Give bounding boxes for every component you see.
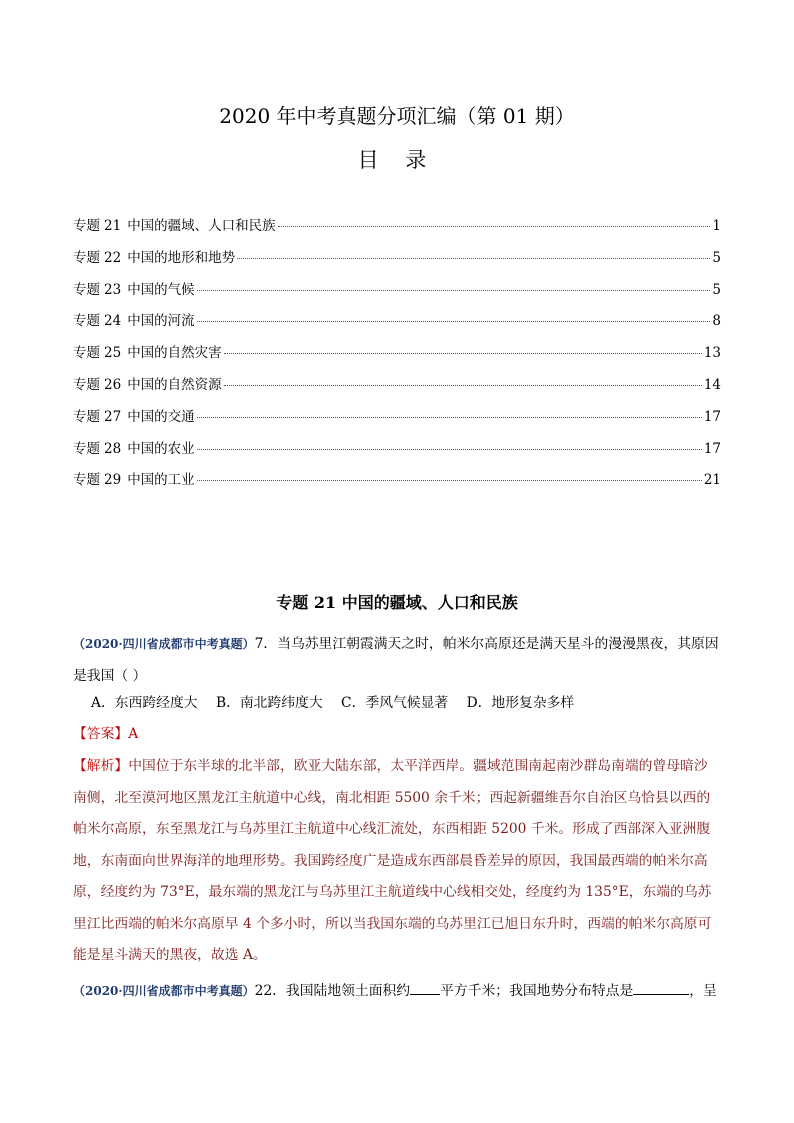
- toc-entry-label: [73, 309, 195, 329]
- dot-leader: [197, 449, 702, 450]
- answer-label: 【答案】: [73, 726, 129, 742]
- toc-number: 27: [104, 408, 122, 425]
- toc-prefix: 专题: [73, 218, 100, 234]
- toc-number: 22: [104, 249, 122, 266]
- toc-page-number: 5: [712, 249, 721, 266]
- section-title: 专题 21 中国的疆域、人口和民族: [276, 593, 518, 612]
- toc-number: 23: [104, 281, 122, 298]
- toc-entry[interactable]: [73, 437, 721, 469]
- toc-entry[interactable]: [73, 309, 721, 341]
- toc-entry-label: [73, 468, 195, 488]
- analysis-paragraph: [73, 751, 721, 972]
- toc-prefix: 专题: [73, 249, 100, 266]
- document-title: 2020 年中考真题分项汇编（第 01 期）: [219, 104, 575, 128]
- toc-prefix: 专题: [73, 376, 100, 393]
- option-d: D．地形复杂多样: [466, 695, 575, 711]
- toc-number: 28: [104, 440, 122, 457]
- question-text: 7．当乌苏里江朝霞满天之时，帕米尔高原还是满天星斗的漫漫黑夜，其原因是我国（ ）: [73, 636, 719, 684]
- analysis-label: 【解析】: [73, 758, 129, 774]
- table-of-contents: [73, 214, 721, 500]
- toc-title: 中国的自然资源: [127, 376, 222, 393]
- toc-page-number: 14: [703, 376, 721, 393]
- toc-title: 中国的气候: [127, 281, 195, 298]
- toc-page-number: 21: [703, 472, 721, 489]
- option-b: B．南北跨纬度大: [215, 695, 323, 711]
- toc-number: 24: [104, 313, 122, 330]
- fill-blank: [633, 980, 689, 995]
- toc-entry[interactable]: [73, 373, 721, 405]
- toc-entry[interactable]: [73, 341, 721, 373]
- dot-leader: [197, 417, 702, 418]
- toc-page-number: 1: [712, 218, 721, 234]
- toc-entry-label: [73, 246, 235, 266]
- question-text-part-2: 平方千米；我国地势分布特点是: [440, 983, 634, 999]
- toc-number: 21: [104, 218, 122, 234]
- toc-title: 中国的农业: [127, 440, 195, 457]
- toc-title: 中国的自然灾害: [127, 345, 222, 362]
- toc-title: 中国的地形和地势: [127, 249, 236, 266]
- toc-number: 25: [104, 345, 122, 362]
- toc-entry-label: [73, 405, 195, 425]
- toc-prefix: 专题: [73, 440, 100, 457]
- toc-prefix: 专题: [73, 313, 100, 330]
- toc-entry-label: [73, 214, 276, 234]
- question-7: [73, 629, 721, 692]
- option-a: A．东西跨经度大: [91, 695, 198, 711]
- toc-number: 29: [104, 472, 122, 489]
- toc-page-number: 5: [712, 281, 721, 298]
- fill-blank: [410, 980, 440, 995]
- toc-title: 中国的河流: [127, 313, 195, 330]
- question-22: [73, 976, 721, 1008]
- toc-page-number: 8: [712, 313, 721, 330]
- dot-leader: [197, 480, 702, 481]
- toc-entry-label: [73, 278, 195, 298]
- toc-number: 26: [104, 376, 122, 393]
- analysis-text: 中国位于东半球的北半部，欧亚大陆东部，太平洋西岸。疆域范围南起南沙群岛南端的曾母暗沙南侧，北至漠河地区黑龙江主航道中心线，南北相距 5500 余千米；西起新疆维吾尔自治区乌恰县以西的帕米尔高原，东至黑龙江与乌苏里江主航道中心线汇流处，东西相距 5200 千米。形成了西部深入亚洲腹地，东南面向世界海洋的地理形势。我国跨经度广是造成东西部晨昏差异的原因，我国最西端的帕米尔高原，经度约为 73°E，最东端的黑龙江与乌苏里江主航道线中心线相交处，经度约为 135°E，东端的乌苏里江比西端的帕米尔高原早 4 个多小时，所以当我国东端的乌苏里江已旭日东升时，西端的帕米尔高原可能是星斗满天的黑夜，故选 A。: [73, 758, 712, 963]
- toc-entry[interactable]: [73, 246, 721, 278]
- answer-value: A: [128, 726, 139, 742]
- dot-leader: [197, 321, 711, 322]
- toc-page-number: 13: [703, 345, 721, 362]
- toc-title: 中国的工业: [127, 472, 195, 489]
- toc-prefix: 专题: [73, 472, 100, 489]
- toc-prefix: 专题: [73, 408, 100, 425]
- toc-prefix: 专题: [73, 345, 100, 362]
- dot-leader: [237, 258, 710, 259]
- answer-options: [91, 692, 588, 714]
- toc-entry[interactable]: [73, 405, 721, 437]
- toc-page-number: 17: [703, 440, 721, 457]
- toc-page-number: 17: [703, 408, 721, 425]
- toc-entry-label: [73, 373, 222, 393]
- toc-entry[interactable]: [73, 468, 721, 500]
- toc-entry-label: [73, 341, 222, 361]
- toc-title: 中国的疆域、人口和民族: [127, 218, 276, 234]
- dot-leader: [224, 385, 702, 386]
- toc-heading: 目 录: [357, 148, 437, 172]
- dot-leader: [278, 226, 711, 227]
- answer-line: [73, 719, 721, 751]
- question-source: （2020·四川省成都市中考真题）: [73, 637, 255, 651]
- question-text-part-1: 22．我国陆地领土面积约: [254, 983, 411, 999]
- dot-leader: [224, 353, 702, 354]
- question-text-part-3: ，呈: [689, 983, 717, 999]
- dot-leader: [197, 290, 711, 291]
- toc-entry-label: [73, 437, 195, 457]
- toc-entry[interactable]: [73, 214, 721, 246]
- question-source: （2020·四川省成都市中考真题）: [73, 984, 255, 998]
- toc-title: 中国的交通: [127, 408, 195, 425]
- toc-entry[interactable]: [73, 278, 721, 310]
- option-c: C．季风气候显著: [341, 695, 449, 711]
- toc-prefix: 专题: [73, 281, 100, 298]
